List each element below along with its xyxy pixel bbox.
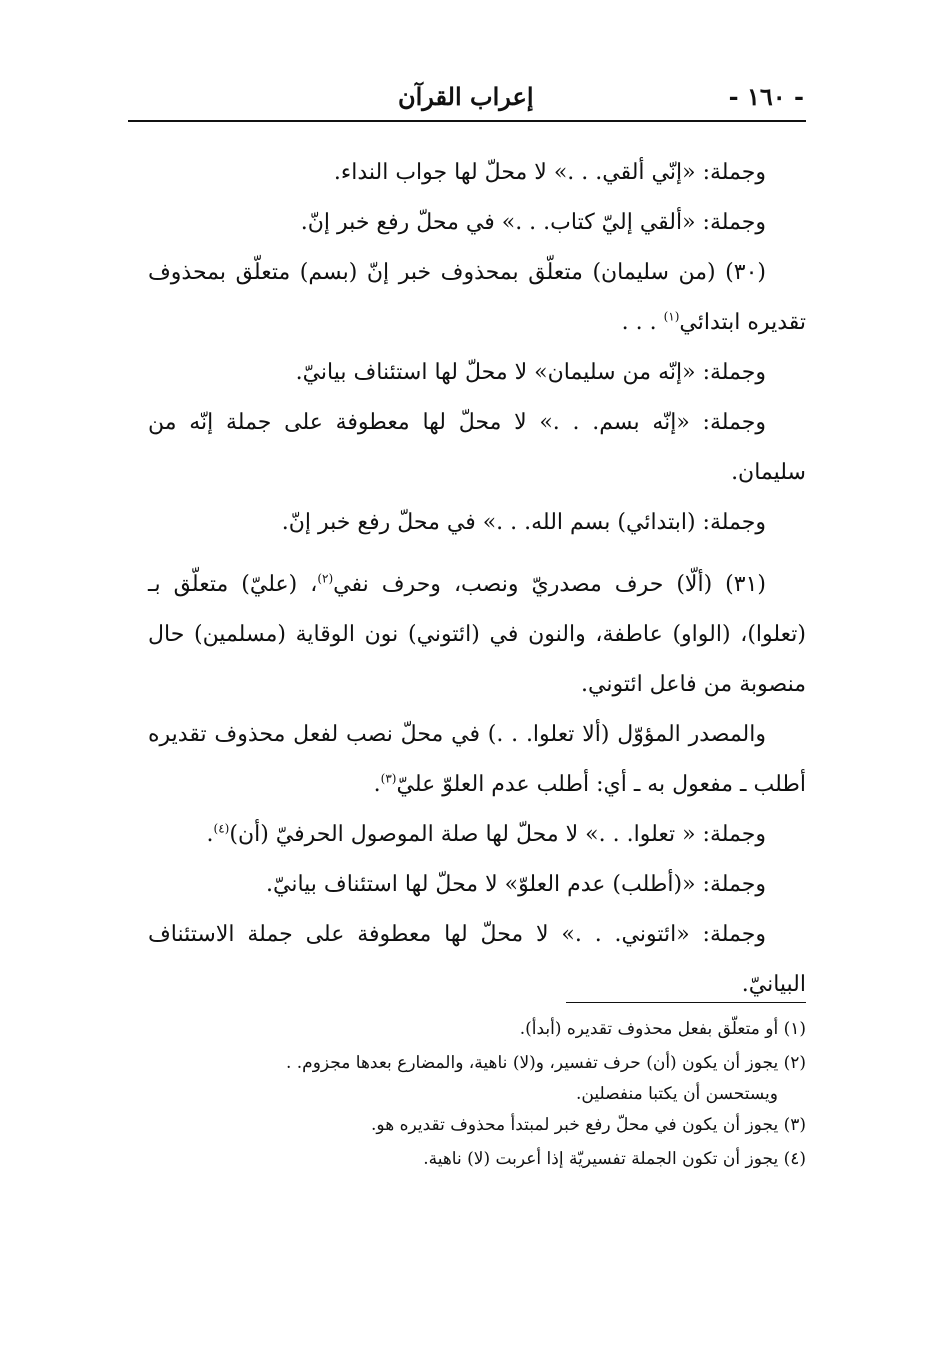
paragraph-2: وجملة: «ألقي إليّ كتاب. . .» في محلّ رفع خبر إنّ. — [300, 210, 766, 235]
paragraph-3-end: . . . — [621, 310, 664, 335]
main-text — [148, 148, 806, 1010]
paragraph-9 — [148, 810, 806, 860]
footnote-ref-3: (٣) — [380, 771, 397, 786]
footnote-separator — [566, 1002, 806, 1003]
paragraph-9-text: وجملة: « تعلوا. . .» لا محلّ لها صلة الموصول الحرفيّ (أن) — [229, 822, 766, 847]
paragraph-7-text-b: ، (عليّ) متعلّق بـ (تعلوا)، (الواو) عاطفة، والنون في (ائتوني) نون الوقاية (مسلمين) حال منصوبة من فاعل ائتوني. — [148, 572, 806, 697]
paragraph-3 — [148, 248, 806, 348]
paragraph-8-text: والمصدر المؤوّل (ألا تعلوا. . .) في محلّ نصب لفعل محذوف تقديره أطلب ـ مفعول به ـ أي: أطلب عدم العلوّ عليّ — [148, 722, 806, 797]
page-header — [128, 78, 804, 118]
footnote-1: (١) أو متعلّق بفعل محذوف تقديره (أبدأ). — [519, 1019, 806, 1039]
paragraph-8 — [148, 710, 806, 810]
running-title: إعراب القرآن — [398, 82, 534, 111]
footnotes — [148, 1012, 806, 1176]
paragraph-3-text: (٣٠) (من سليمان) متعلّق بمحذوف خبر إنّ (بسم) متعلّق بمحذوف تقديره ابتدائي — [148, 260, 806, 335]
paragraph-7-text-a: (٣١) (ألّا) حرف مصدريّ ونصب، وحرف نفي — [333, 572, 766, 597]
paragraph-6: وجملة: (ابتدائي) بسم الله. . .» في محلّ رفع خبر إنّ. — [281, 510, 766, 535]
footnote-2-continuation: ويستحسن أن يكتبا منفصلين. — [576, 1084, 778, 1104]
page-number: - ١٦٠ - — [728, 82, 804, 111]
footnote-4: (٤) يجوز أن تكون الجملة تفسيريّة إذا أعربت (لا) ناهية. — [423, 1149, 806, 1169]
footnote-ref-1: (١) — [663, 309, 680, 324]
paragraph-8-end: . — [373, 772, 381, 797]
header-rule — [128, 120, 806, 122]
footnote-ref-2: (٢) — [317, 571, 334, 586]
footnote-ref-4: (٤) — [213, 821, 230, 836]
footnote-2: (٢) يجوز أن يكون (أن) حرف تفسير، و(لا) ناهية، والمضارع بعدها مجزوم. . — [285, 1053, 806, 1073]
paragraph-11: وجملة: «ائتوني. . .» لا محلّ لها معطوفة على جملة الاستئناف البيانيّ. — [148, 922, 806, 997]
paragraph-1: وجملة: «إنّي ألقي. . .» لا محلّ لها جواب النداء. — [333, 160, 766, 185]
footnote-3: (٣) يجوز أن يكون في محلّ رفع خبر لمبتدأ محذوف تقديره هو. — [371, 1115, 806, 1135]
paragraph-10: وجملة: «(أطلب) عدم العلوّ» لا محلّ لها استئناف بيانيّ. — [266, 872, 766, 897]
paragraph-4: وجملة: «إنّه من سليمان» لا محلّ لها استئناف بيانيّ. — [295, 360, 766, 385]
paragraph-7 — [148, 560, 806, 710]
paragraph-9-end: . — [206, 822, 214, 847]
paragraph-5: وجملة: «إنّه بسم. . .» لا محلّ لها معطوفة على جملة إنّه من سليمان. — [148, 410, 806, 485]
